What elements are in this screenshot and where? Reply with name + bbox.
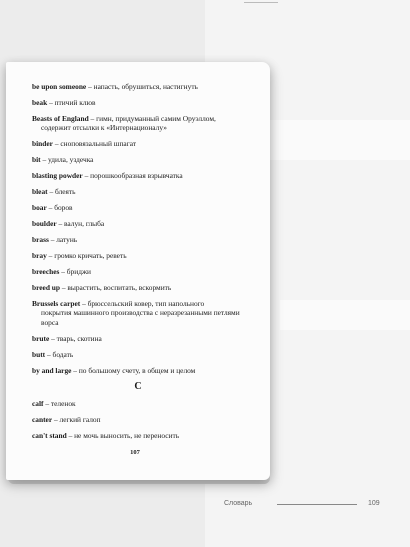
entry-definition: – удила, уздечка — [42, 155, 94, 165]
dictionary-entries — [32, 82, 254, 447]
entry-term: brass — [32, 235, 49, 245]
entry-definition: – бодать — [47, 349, 74, 359]
footer-section-title: Словарь — [224, 500, 253, 507]
top-rule — [244, 2, 278, 3]
entry-list-c — [32, 399, 254, 440]
dictionary-entry — [32, 283, 254, 292]
dictionary-entry — [32, 366, 254, 375]
dictionary-entry — [32, 299, 254, 327]
entry-definition: – тварь, скотина — [51, 333, 102, 343]
footer-rule — [277, 504, 357, 505]
entry-definition-continued: покрытия машинного производства с неразрезанными петлями ворса — [41, 308, 240, 327]
entry-term: bit — [32, 155, 41, 165]
entry-term: brute — [32, 333, 50, 343]
entry-term: by and large — [32, 365, 72, 375]
entry-definition: – валун, глыба — [58, 219, 105, 229]
entry-term: blasting powder — [32, 171, 83, 181]
dictionary-entry — [32, 267, 254, 276]
entry-term: bleat — [32, 187, 48, 197]
background-shade — [280, 300, 410, 330]
entry-term: Beasts of England — [32, 114, 89, 123]
entry-definition: – брюссельский ковер, тип напольного — [82, 299, 205, 309]
entry-term: binder — [32, 139, 53, 149]
entry-definition: – птичий клюв — [49, 98, 96, 107]
dictionary-entry — [32, 98, 254, 107]
entry-definition: – громко кричать, реветь — [48, 251, 127, 261]
entry-definition: – напасть, обрушиться, настигнуть — [88, 82, 198, 91]
dictionary-entry — [32, 187, 254, 196]
entry-term: beak — [32, 98, 48, 107]
footer-page-number: 109 — [368, 500, 380, 507]
entry-term: canter — [32, 414, 53, 424]
dictionary-entry — [32, 350, 254, 359]
dictionary-entry — [32, 171, 254, 180]
dictionary-entry — [32, 235, 254, 244]
dictionary-entry — [32, 251, 254, 260]
entry-definition: – по большому счету, в общем и целом — [73, 365, 196, 375]
entry-definition: – латунь — [50, 235, 78, 245]
entry-definition: – бриджи — [61, 267, 92, 277]
dictionary-entry — [32, 431, 254, 440]
entry-definition: – блеять — [49, 187, 76, 197]
entry-definition: – теленок — [45, 398, 76, 408]
entry-term: boar — [32, 203, 47, 213]
entry-definition: – не мочь выносить, не переносить — [68, 430, 180, 440]
entry-definition: – порошкообразная взрывчатка — [84, 171, 183, 181]
entry-definition: – боров — [48, 203, 73, 213]
dictionary-entry — [32, 114, 254, 132]
entry-term: be upon someone — [32, 82, 87, 91]
entry-term: butt — [32, 349, 46, 359]
entry-term: breeches — [32, 267, 60, 277]
book-page-number: 107 — [130, 449, 140, 456]
dictionary-entry — [32, 155, 254, 164]
dictionary-entry — [32, 139, 254, 148]
entry-term: can't stand — [32, 430, 67, 440]
dictionary-entry — [32, 219, 254, 228]
dictionary-entry — [32, 203, 254, 212]
entry-definition: – сноповязальный шпагат — [54, 139, 137, 149]
entry-term: boulder — [32, 219, 57, 229]
entry-definition: – легкий галоп — [53, 414, 101, 424]
dictionary-entry — [32, 415, 254, 424]
dictionary-entry — [32, 399, 254, 408]
section-letter: C — [134, 380, 142, 392]
entry-definition-continued: содержит отсылки к «Интернационалу» — [41, 123, 167, 133]
entry-list-b — [32, 82, 254, 375]
entry-term: breed up — [32, 283, 60, 293]
entry-term: calf — [32, 398, 44, 408]
entry-term: Brussels carpet — [32, 299, 81, 309]
dictionary-entry — [32, 334, 254, 343]
entry-definition: – вырастить, воспитать, вскормить — [61, 283, 172, 293]
entry-definition: – гимн, придуманный самим Оруэллом, — [90, 114, 216, 123]
dictionary-entry — [32, 82, 254, 91]
entry-term: bray — [32, 251, 47, 261]
